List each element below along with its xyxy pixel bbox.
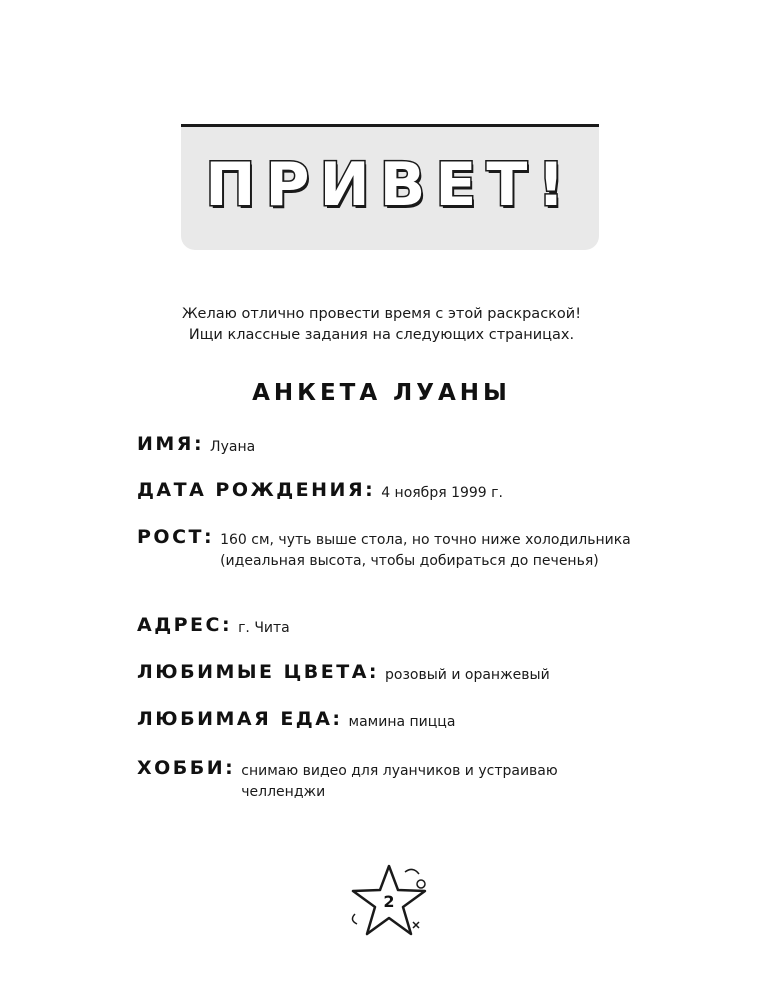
- field-label: ЛЮБИМАЯ ЕДА:: [137, 708, 343, 730]
- field-address: [137, 613, 290, 639]
- field-value: 160 см, чуть выше стола, но точно ниже холодильника (идеальная высота, чтобы добираться до печенья): [220, 532, 631, 569]
- intro-text: [0, 304, 763, 346]
- intro-line: Желаю отлично провести время с этой раскраской!: [181, 306, 582, 322]
- field-value: снимаю видео для луанчиков и устраиваю челленджи: [241, 763, 558, 800]
- field-label: АДРЕС:: [137, 614, 233, 636]
- field-favorite-colors: [137, 660, 550, 686]
- field-height: [137, 525, 640, 572]
- page-number: 2: [383, 892, 395, 911]
- field-value: розовый и оранжевый: [385, 667, 550, 683]
- title-banner: [181, 124, 599, 250]
- field-birthdate: [137, 478, 503, 504]
- field-name: [137, 432, 255, 458]
- field-label: РОСТ:: [137, 526, 215, 548]
- field-label: ХОББИ:: [137, 757, 236, 779]
- page-title: ПРИВЕТ!: [205, 149, 575, 220]
- field-favorite-food: [137, 707, 455, 733]
- field-label: ИМЯ:: [137, 433, 205, 455]
- intro-line: Ищи классные задания на следующих страницах.: [188, 327, 575, 343]
- page-number-badge: [343, 862, 433, 942]
- field-label: ЛЮБИМЫЕ ЦВЕТА:: [137, 661, 380, 683]
- field-value: 4 ноября 1999 г.: [381, 485, 503, 501]
- field-value: Луана: [210, 439, 256, 455]
- field-value: г. Чита: [238, 620, 290, 636]
- field-value: мамина пицца: [348, 714, 456, 730]
- field-hobby: [137, 756, 621, 803]
- field-label: ДАТА РОЖДЕНИЯ:: [137, 479, 376, 501]
- questionnaire-heading: АНКЕТА ЛУАНЫ: [252, 380, 511, 406]
